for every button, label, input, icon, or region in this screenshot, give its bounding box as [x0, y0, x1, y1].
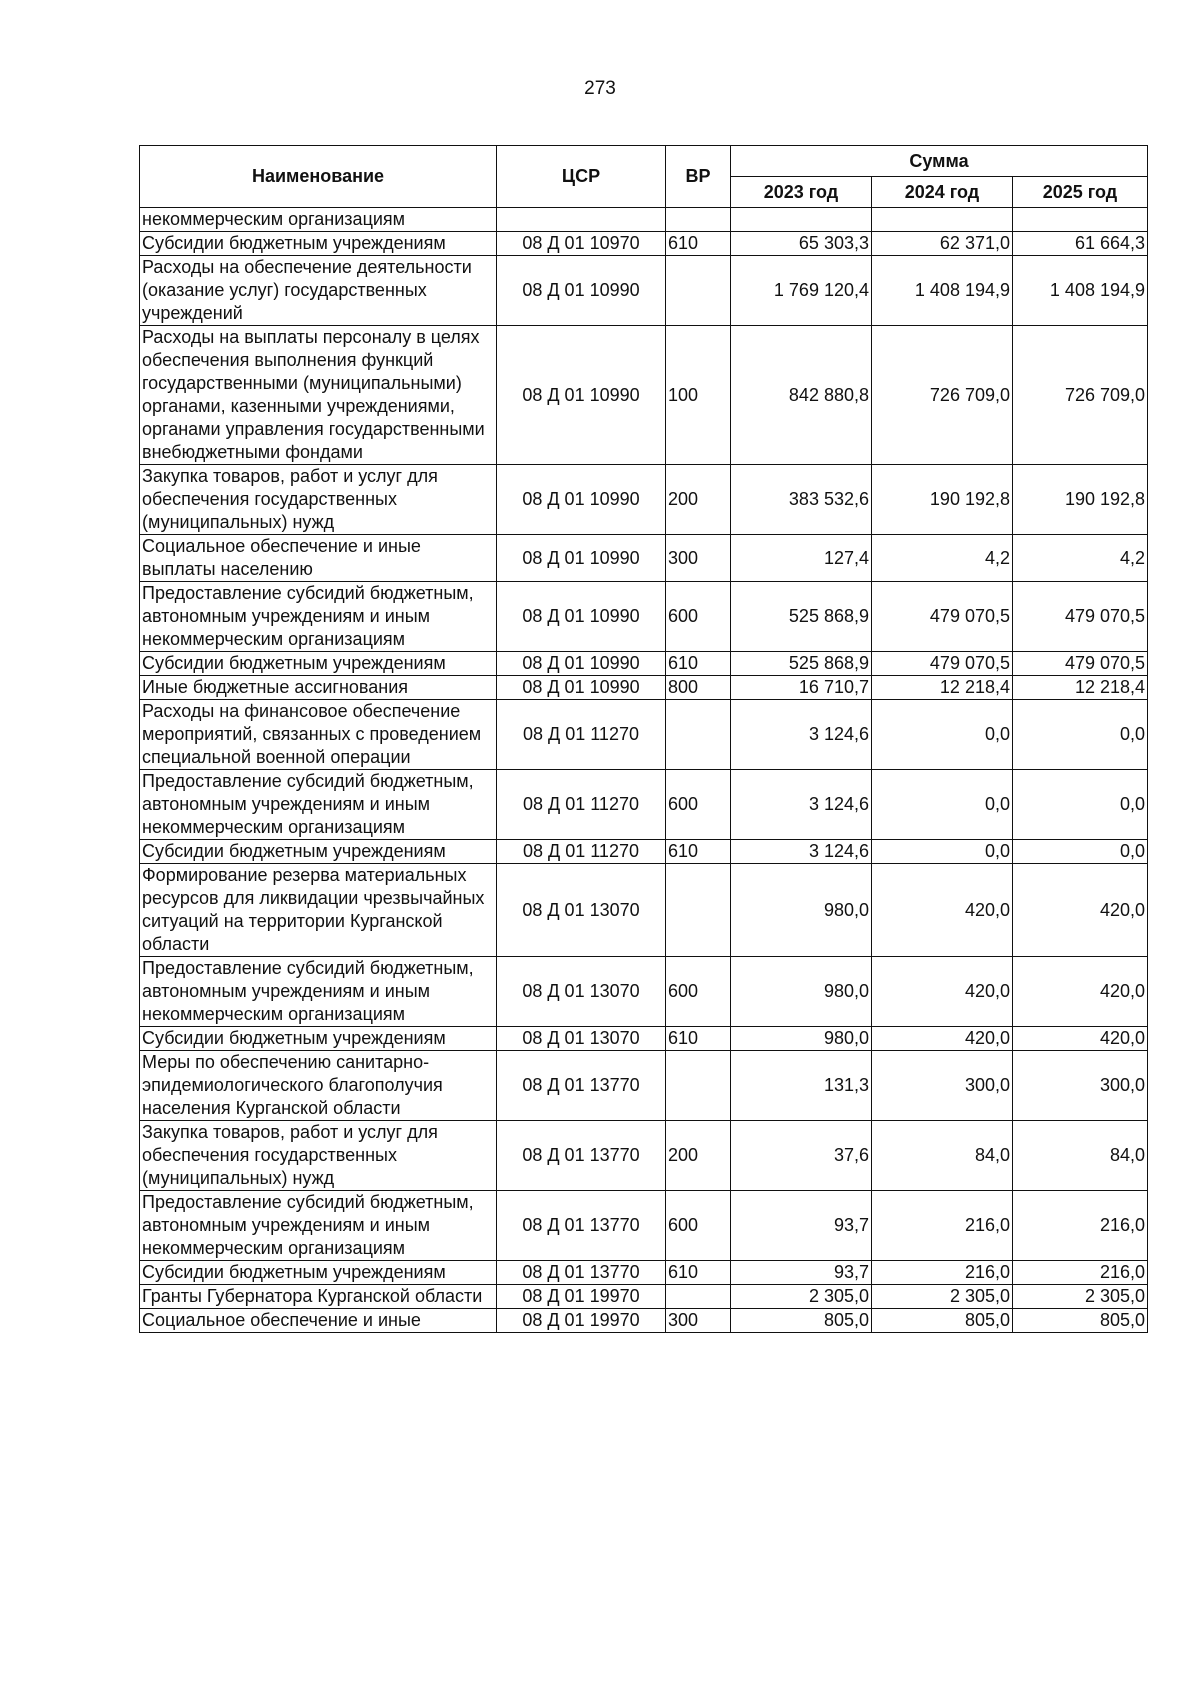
row-csr: 08 Д 01 10990 — [497, 256, 666, 326]
row-vr: 600 — [666, 1191, 731, 1261]
row-csr: 08 Д 01 13770 — [497, 1191, 666, 1261]
header-name: Наименование — [140, 146, 497, 208]
table-row — [140, 700, 1148, 770]
table-row — [140, 326, 1148, 465]
row-csr: 08 Д 01 11270 — [497, 770, 666, 840]
row-name: Расходы на обеспечение деятельности (оказание услуг) государственных учреждений — [140, 256, 497, 326]
row-value-2025: 0,0 — [1013, 840, 1148, 864]
row-value-2025: 479 070,5 — [1013, 582, 1148, 652]
row-value-2023: 93,7 — [731, 1261, 872, 1285]
row-csr: 08 Д 01 13770 — [497, 1261, 666, 1285]
row-value-2025: 12 218,4 — [1013, 676, 1148, 700]
row-vr: 610 — [666, 840, 731, 864]
table-row — [140, 1191, 1148, 1261]
row-value-2025 — [1013, 208, 1148, 232]
row-name: Социальное обеспечение и иные — [140, 1309, 497, 1333]
row-csr: 08 Д 01 10990 — [497, 652, 666, 676]
header-year-2025: 2025 год — [1013, 177, 1148, 208]
table-body — [140, 208, 1148, 1333]
row-csr: 08 Д 01 10990 — [497, 676, 666, 700]
table-row — [140, 1121, 1148, 1191]
table-header — [140, 146, 1148, 208]
row-value-2024: 4,2 — [872, 535, 1013, 582]
row-vr: 800 — [666, 676, 731, 700]
table-row — [140, 1309, 1148, 1333]
row-vr — [666, 256, 731, 326]
row-name: Субсидии бюджетным учреждениям — [140, 1261, 497, 1285]
row-csr: 08 Д 01 19970 — [497, 1309, 666, 1333]
row-value-2024: 420,0 — [872, 957, 1013, 1027]
row-name: некоммерческим организациям — [140, 208, 497, 232]
row-value-2024: 726 709,0 — [872, 326, 1013, 465]
row-value-2023: 980,0 — [731, 957, 872, 1027]
table-row — [140, 676, 1148, 700]
row-name: Расходы на финансовое обеспечение мероприятий, связанных с проведением специальной военной операции — [140, 700, 497, 770]
table-row — [140, 256, 1148, 326]
row-value-2025: 300,0 — [1013, 1051, 1148, 1121]
row-value-2024: 0,0 — [872, 700, 1013, 770]
row-vr: 610 — [666, 1027, 731, 1051]
row-name: Формирование резерва материальных ресурсов для ликвидации чрезвычайных ситуаций на территории Курганской области — [140, 864, 497, 957]
row-value-2024: 805,0 — [872, 1309, 1013, 1333]
row-vr: 610 — [666, 232, 731, 256]
row-csr: 08 Д 01 10990 — [497, 465, 666, 535]
row-value-2023: 93,7 — [731, 1191, 872, 1261]
table-row — [140, 864, 1148, 957]
row-vr: 200 — [666, 1121, 731, 1191]
row-name: Предоставление субсидий бюджетным, автономным учреждениям и иным некоммерческим организациям — [140, 1191, 497, 1261]
row-value-2024: 479 070,5 — [872, 582, 1013, 652]
row-csr: 08 Д 01 10990 — [497, 535, 666, 582]
row-name: Гранты Губернатора Курганской области — [140, 1285, 497, 1309]
row-vr: 300 — [666, 535, 731, 582]
row-name: Иные бюджетные ассигнования — [140, 676, 497, 700]
row-value-2024: 62 371,0 — [872, 232, 1013, 256]
row-csr — [497, 208, 666, 232]
row-name: Субсидии бюджетным учреждениям — [140, 652, 497, 676]
row-name: Закупка товаров, работ и услуг для обеспечения государственных (муниципальных) нужд — [140, 1121, 497, 1191]
row-value-2024: 0,0 — [872, 840, 1013, 864]
row-value-2023: 980,0 — [731, 864, 872, 957]
row-csr: 08 Д 01 19970 — [497, 1285, 666, 1309]
table-row — [140, 1261, 1148, 1285]
row-vr: 600 — [666, 770, 731, 840]
row-csr: 08 Д 01 11270 — [497, 700, 666, 770]
header-year-2023: 2023 год — [731, 177, 872, 208]
row-value-2023: 2 305,0 — [731, 1285, 872, 1309]
table-row — [140, 1027, 1148, 1051]
row-vr — [666, 1285, 731, 1309]
row-value-2024: 216,0 — [872, 1261, 1013, 1285]
row-name: Социальное обеспечение и иные выплаты населению — [140, 535, 497, 582]
table-row — [140, 770, 1148, 840]
row-value-2024: 216,0 — [872, 1191, 1013, 1261]
row-value-2023: 3 124,6 — [731, 700, 872, 770]
header-year-2024: 2024 год — [872, 177, 1013, 208]
table-row — [140, 957, 1148, 1027]
row-value-2025: 479 070,5 — [1013, 652, 1148, 676]
table-row — [140, 1051, 1148, 1121]
row-value-2024: 84,0 — [872, 1121, 1013, 1191]
budget-table — [139, 145, 1148, 1333]
row-value-2024: 420,0 — [872, 864, 1013, 957]
row-value-2025: 0,0 — [1013, 770, 1148, 840]
row-value-2023: 65 303,3 — [731, 232, 872, 256]
row-name: Предоставление субсидий бюджетным, автономным учреждениям и иным некоммерческим организациям — [140, 957, 497, 1027]
row-value-2025: 726 709,0 — [1013, 326, 1148, 465]
row-value-2024: 2 305,0 — [872, 1285, 1013, 1309]
row-name: Расходы на выплаты персоналу в целях обеспечения выполнения функций государственными (муниципальными) органами, казенными учреждениями, органами управления государственными внебюджетными фондами — [140, 326, 497, 465]
row-value-2024: 479 070,5 — [872, 652, 1013, 676]
row-vr — [666, 700, 731, 770]
header-csr: ЦСР — [497, 146, 666, 208]
table-row — [140, 465, 1148, 535]
row-value-2023: 3 124,6 — [731, 840, 872, 864]
row-value-2023: 1 769 120,4 — [731, 256, 872, 326]
header-sum: Сумма — [731, 146, 1148, 177]
row-csr: 08 Д 01 10990 — [497, 582, 666, 652]
row-value-2024: 0,0 — [872, 770, 1013, 840]
row-vr — [666, 208, 731, 232]
row-value-2025: 0,0 — [1013, 700, 1148, 770]
row-csr: 08 Д 01 10970 — [497, 232, 666, 256]
row-name: Меры по обеспечению санитарно-эпидемиологического благополучия населения Курганской области — [140, 1051, 497, 1121]
row-value-2023: 127,4 — [731, 535, 872, 582]
row-name: Закупка товаров, работ и услуг для обеспечения государственных (муниципальных) нужд — [140, 465, 497, 535]
row-value-2024: 300,0 — [872, 1051, 1013, 1121]
row-value-2024: 12 218,4 — [872, 676, 1013, 700]
row-csr: 08 Д 01 13070 — [497, 957, 666, 1027]
row-value-2025: 4,2 — [1013, 535, 1148, 582]
row-value-2025: 420,0 — [1013, 957, 1148, 1027]
row-value-2025: 216,0 — [1013, 1191, 1148, 1261]
row-value-2025: 1 408 194,9 — [1013, 256, 1148, 326]
row-value-2023: 383 532,6 — [731, 465, 872, 535]
row-vr — [666, 864, 731, 957]
row-vr: 600 — [666, 582, 731, 652]
row-vr: 300 — [666, 1309, 731, 1333]
table-row — [140, 208, 1148, 232]
table-row — [140, 1285, 1148, 1309]
row-value-2023: 525 868,9 — [731, 582, 872, 652]
row-value-2024: 420,0 — [872, 1027, 1013, 1051]
page-number: 273 — [584, 78, 616, 99]
row-vr: 200 — [666, 465, 731, 535]
row-name: Субсидии бюджетным учреждениям — [140, 840, 497, 864]
row-value-2025: 805,0 — [1013, 1309, 1148, 1333]
row-csr: 08 Д 01 13070 — [497, 864, 666, 957]
row-vr: 610 — [666, 652, 731, 676]
row-vr: 100 — [666, 326, 731, 465]
table-row — [140, 652, 1148, 676]
table-row — [140, 840, 1148, 864]
row-name: Предоставление субсидий бюджетным, автономным учреждениям и иным некоммерческим организациям — [140, 582, 497, 652]
row-csr: 08 Д 01 10990 — [497, 326, 666, 465]
row-value-2023: 805,0 — [731, 1309, 872, 1333]
row-name: Предоставление субсидий бюджетным, автономным учреждениям и иным некоммерческим организациям — [140, 770, 497, 840]
table-row — [140, 535, 1148, 582]
row-vr — [666, 1051, 731, 1121]
row-value-2025: 216,0 — [1013, 1261, 1148, 1285]
row-value-2023: 3 124,6 — [731, 770, 872, 840]
row-value-2024: 1 408 194,9 — [872, 256, 1013, 326]
row-vr: 600 — [666, 957, 731, 1027]
row-value-2023: 842 880,8 — [731, 326, 872, 465]
row-csr: 08 Д 01 13770 — [497, 1121, 666, 1191]
header-vr: ВР — [666, 146, 731, 208]
row-value-2023: 16 710,7 — [731, 676, 872, 700]
row-value-2025: 84,0 — [1013, 1121, 1148, 1191]
row-name: Субсидии бюджетным учреждениям — [140, 1027, 497, 1051]
row-csr: 08 Д 01 11270 — [497, 840, 666, 864]
row-csr: 08 Д 01 13070 — [497, 1027, 666, 1051]
table-row — [140, 582, 1148, 652]
table-row — [140, 232, 1148, 256]
row-value-2025: 420,0 — [1013, 1027, 1148, 1051]
row-value-2025: 61 664,3 — [1013, 232, 1148, 256]
row-value-2023: 37,6 — [731, 1121, 872, 1191]
row-value-2025: 2 305,0 — [1013, 1285, 1148, 1309]
row-vr: 610 — [666, 1261, 731, 1285]
row-value-2023: 525 868,9 — [731, 652, 872, 676]
row-name: Субсидии бюджетным учреждениям — [140, 232, 497, 256]
row-value-2025: 420,0 — [1013, 864, 1148, 957]
row-value-2024: 190 192,8 — [872, 465, 1013, 535]
row-value-2025: 190 192,8 — [1013, 465, 1148, 535]
row-value-2024 — [872, 208, 1013, 232]
row-value-2023 — [731, 208, 872, 232]
row-value-2023: 131,3 — [731, 1051, 872, 1121]
row-csr: 08 Д 01 13770 — [497, 1051, 666, 1121]
row-value-2023: 980,0 — [731, 1027, 872, 1051]
